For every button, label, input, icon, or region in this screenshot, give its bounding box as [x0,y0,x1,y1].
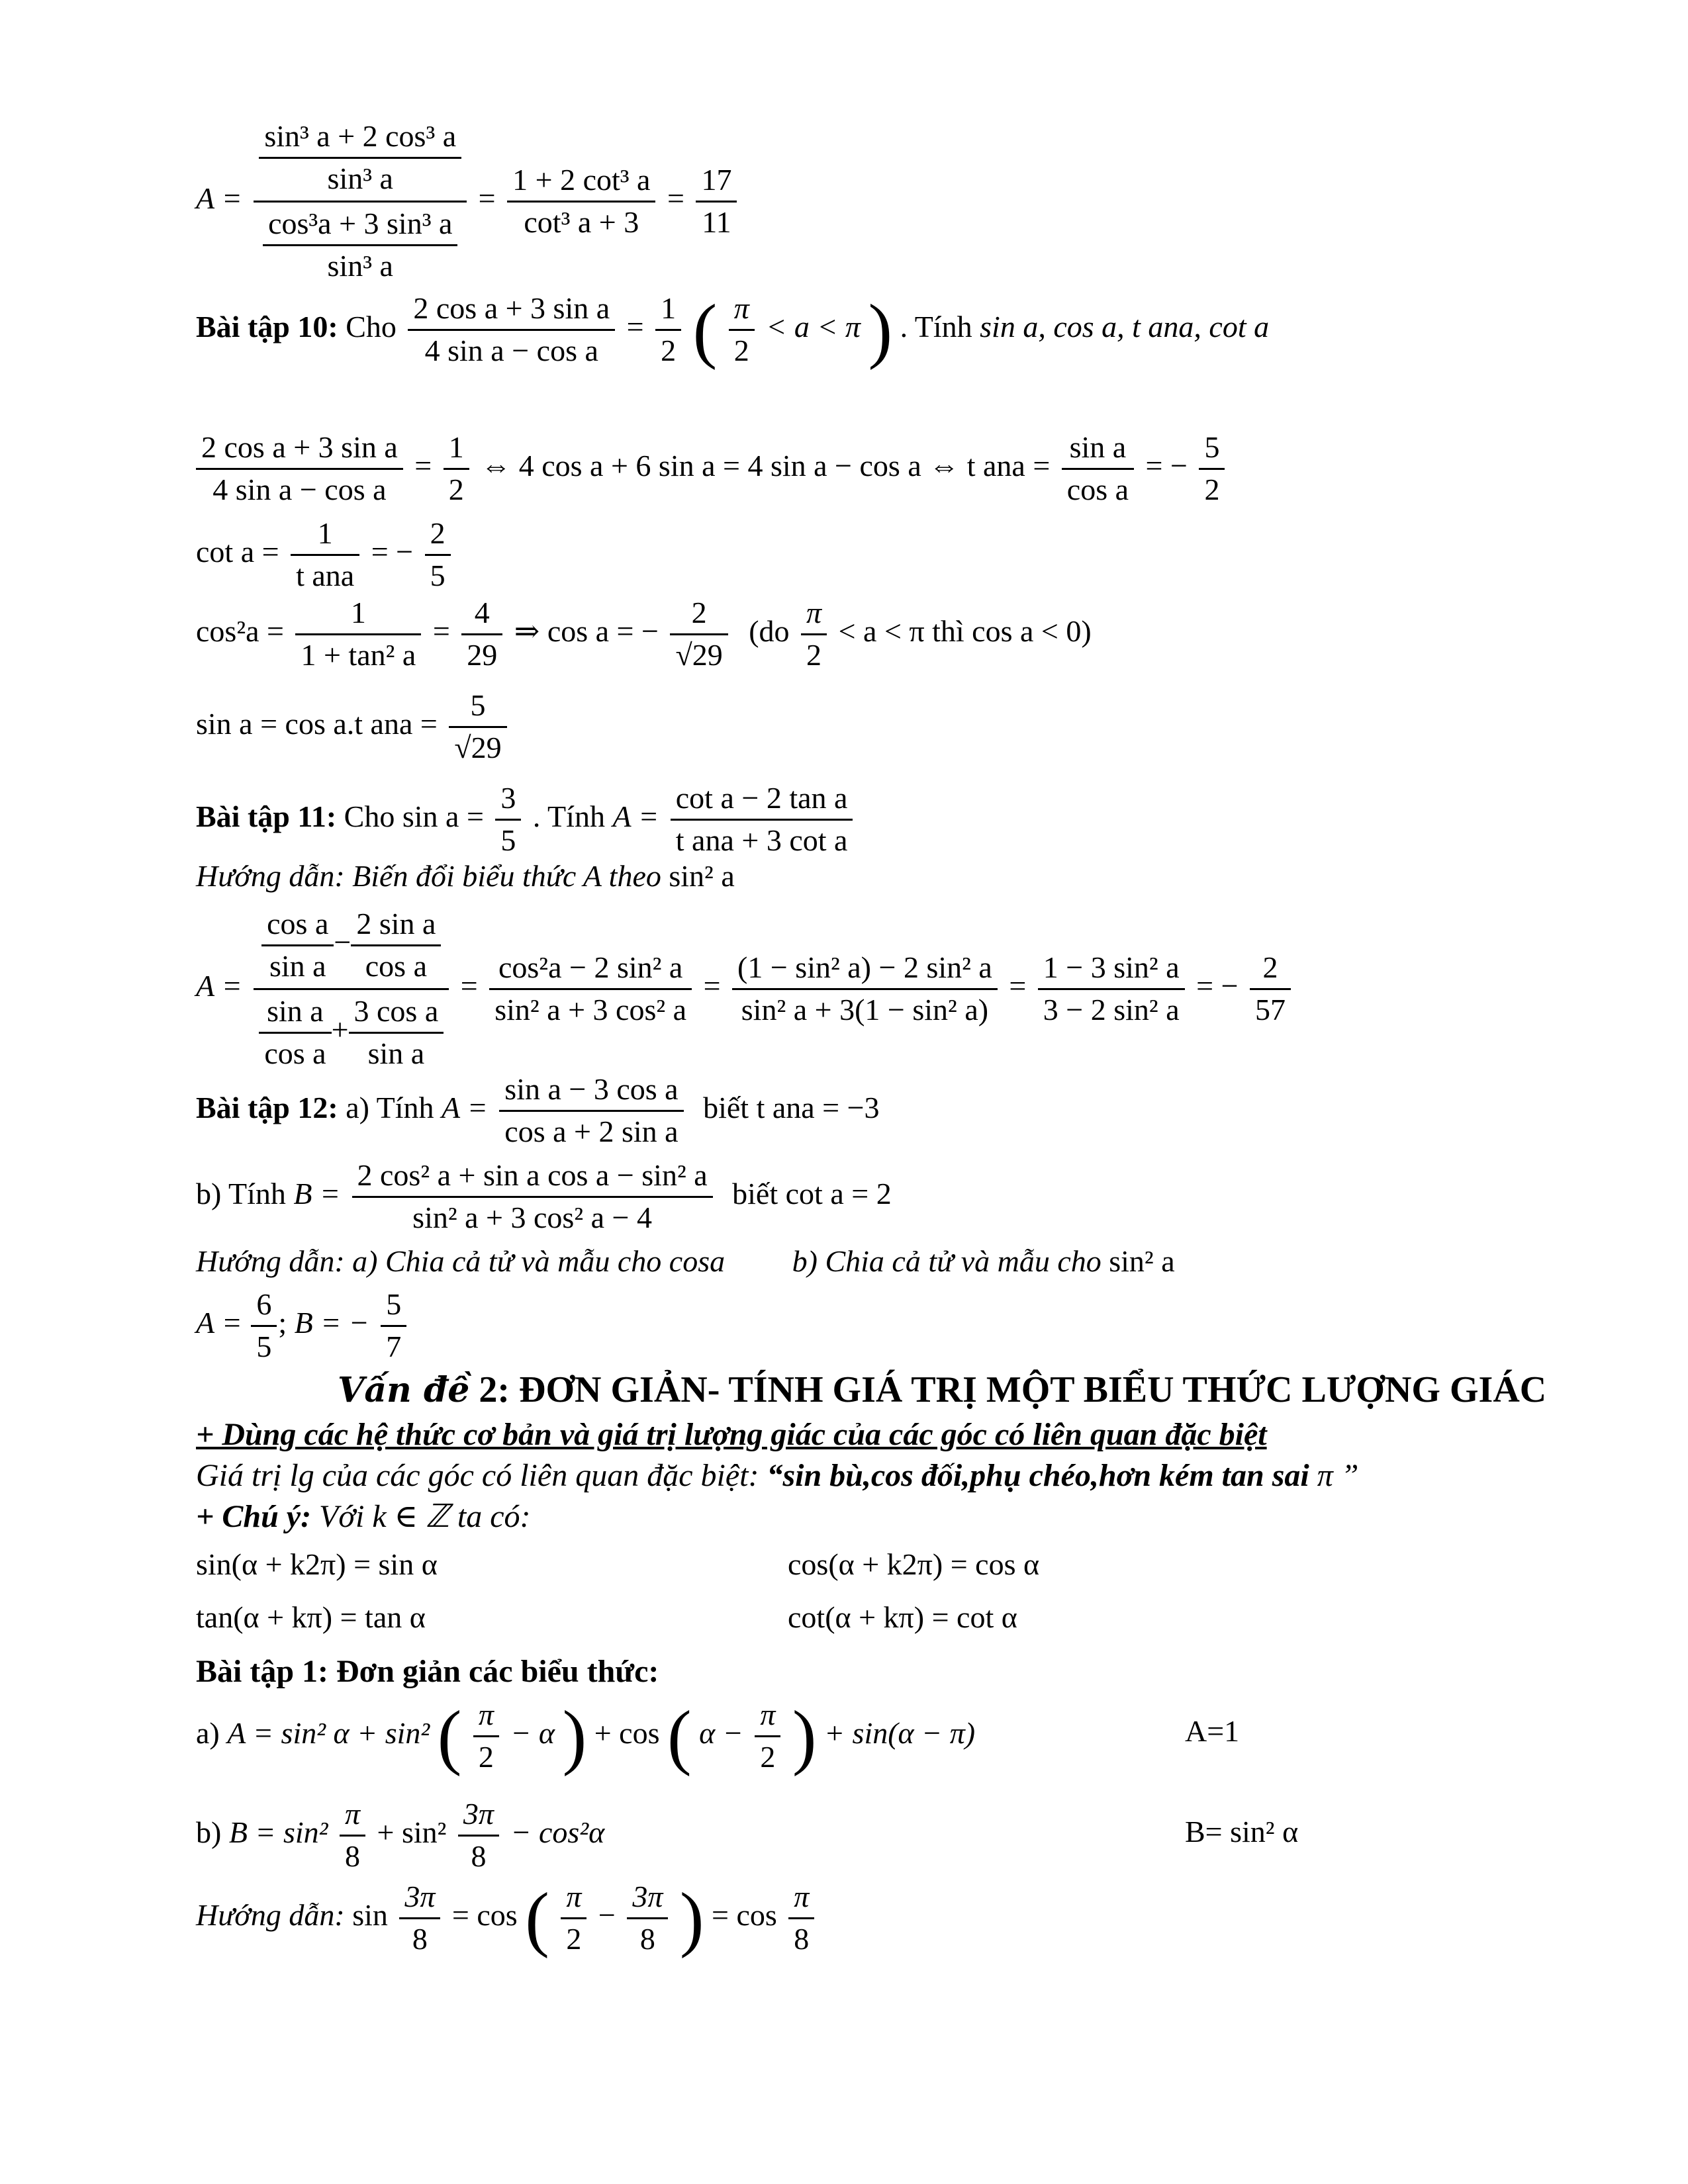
equation-text: sin a = cos a.t ana = [196,706,438,741]
equals: = [414,448,432,482]
nested-fraction [254,119,467,284]
fraction: $\frac{\pi}{2}$ [561,1880,586,1957]
exercise-11-hint [196,859,735,894]
point-bold: “sin bù,cos đối,phụ chéo,hơn kém tan sai [767,1458,1309,1493]
separator: ; [278,1305,287,1340]
nested-num-den: sin³ a [327,161,393,195]
formula-sin [196,1547,438,1582]
equation-text: cot a = 2 [785,1176,892,1210]
formula: tan(α + kπ) = tan α [196,1600,426,1634]
equation-text: cos²a = [196,614,284,648]
exercise-label: Bài tập 12: [196,1090,338,1124]
point-text: Giá trị lg của các góc có liên quan đặc biệt: [196,1458,767,1493]
fraction: $\frac{1}{\text{t ana}}$ [291,516,359,594]
fraction: $\frac{\pi}{2}$ [755,1698,780,1775]
exercise-12b [196,1158,892,1236]
equation-text: + sin² [377,1815,447,1849]
exercise-12-answer [196,1287,410,1365]
exercise-1a-answer [1185,1714,1239,1749]
fraction: $\frac{\text{2 sin a}}{\text{cos a}}$ [351,907,441,984]
hint-math: sin² a [1109,1244,1175,1278]
exercise-10 [196,291,1269,369]
condition: < a < π [766,309,861,343]
equation-text: A = [196,968,242,1003]
fraction: $\frac{\text{2 cos a + 3 sin a}}{\text{4 sin a − cos a}}$ [196,430,403,508]
left-paren: ( [525,1878,549,1959]
fraction: $\frac{\text{sin a}}{\text{cos a}}$ [259,994,331,1071]
exercise-text: . Tính [900,309,972,343]
exercise-text: Cho [346,309,397,343]
exercise-text: biết [703,1090,749,1124]
equals: = [478,181,496,215]
equation-text: A = [196,1305,242,1340]
fraction: $\frac{\text{sin a − 3 cos a}}{\text{cos a + 2 sin a}}$ [499,1072,683,1150]
exercise-label: Bài tập 10: [196,309,338,343]
heading-script: Vấn đề [338,1370,470,1410]
equation-text: sin [352,1897,388,1932]
solution-11 [196,907,1295,1071]
fraction: $\frac{5}{2}$ [1199,430,1225,508]
equation-text: < a < π thì cos a < 0) [838,614,1092,648]
equation-text: + cos [594,1715,660,1750]
nested-num-num: sin³ a + 2 cos³ a [259,119,461,159]
exercise-1-hint [196,1880,818,1957]
equation-text: B = − [294,1305,369,1340]
exercise-11 [196,781,857,858]
part-label: a) [196,1715,220,1750]
exercise-label: Bài tập 1: Đơn giản các biểu thức: [196,1654,659,1689]
equals: = [1009,968,1027,1003]
fraction: $\frac{\text{(1 − sin² a) − 2 sin² a}}{\text{sin² a + 3(1 − sin² a)}}$ [732,950,998,1028]
fraction: $\frac{\pi}{2}$ [801,596,827,673]
equation-text: B = [293,1176,341,1210]
exercise-1b [196,1797,604,1874]
fraction: $\frac{3\pi}{8}$ [458,1797,499,1874]
point-tail: π ” [1317,1458,1359,1493]
equation-text: t ana = −3 [756,1090,880,1124]
result-fraction: $\frac{17}{11}$ [696,163,737,240]
fraction: $\frac{\pi}{2}$ [473,1698,499,1775]
nested-den-den: sin³ a [327,248,393,283]
equals: = [626,309,644,343]
fraction: $\frac{\text{2 cos² a + sin a cos a − sin² a}}{\text{sin² a + 3 cos² a − 4}}$ [352,1158,713,1236]
note-text: Với [319,1499,365,1534]
hint-text: Hướng dẫn: Biến đổi biểu thức A theo [196,859,661,893]
fraction: $\frac{\text{sin a}}{\text{cos a}}$ [1062,430,1134,508]
equation-text: sin a = [402,799,484,833]
equation-text: A = sin² α + sin² [227,1715,430,1750]
hint-text: Hướng dẫn: a) Chia cả tử và mẫu cho cosa [196,1244,726,1278]
equation-text: ⇒ cos a = − [514,614,659,648]
equals: = [667,181,684,215]
fraction: $\frac{3}{5}$ [495,781,521,858]
hint-text: b) Chia cả tử và mẫu cho [792,1244,1102,1278]
left-paren: ( [667,1696,692,1777]
equation-text: cot a = [196,534,279,569]
fraction: $\frac{5}{√29}$ [449,688,506,766]
answer: A=1 [1185,1714,1240,1748]
solution-10-line-1 [196,430,1229,508]
equation-text: = cos [451,1897,518,1932]
heading-title: 2: ĐƠN GIẢN- TÍNH GIÁ TRỊ MỘT BIỂU THỨC LƯỢNG GIÁC [479,1369,1547,1410]
equation-text: (do [749,614,790,648]
fraction: $\frac{3\pi}{8}$ [627,1880,668,1957]
exercise-1a [196,1698,975,1775]
hint-text: Hướng dẫn: [196,1897,345,1932]
left-paren: ( [692,289,718,371]
answer: B= sin² α [1185,1815,1299,1848]
solution-10-line-3 [196,596,1092,673]
formula: cot(α + kπ) = cot α [788,1600,1017,1634]
equation-text: = cos [712,1897,777,1932]
section-heading [338,1369,1546,1411]
fraction: $\frac{1}{2}$ [444,430,469,508]
fraction: $\frac{\text{cos²a − 2 sin² a}}{\text{sin² a + 3 cos² a}}$ [489,950,692,1028]
note-text: ta có: [457,1499,531,1534]
compound-fraction [254,907,449,1071]
right-paren: ) [679,1878,704,1959]
solution-10-line-4 [196,688,511,766]
right-paren: ) [792,1696,817,1777]
section-note [196,1498,531,1535]
exercise-text: b) Tính [196,1176,286,1210]
formula-cot [788,1600,1017,1635]
fraction: $\frac{\pi}{8}$ [788,1880,814,1957]
exercise-text: . Tính [532,799,605,833]
equation-text: A = [612,799,659,833]
fraction: $\frac{2}{5}$ [425,516,451,594]
equation-text: α − [699,1715,743,1750]
formula-cos [788,1547,1039,1582]
pi-half: $\frac{\pi}{2}$ [729,291,755,369]
fraction: $\frac{\text{1 − 3 sin² a}}{\text{3 − 2 sin² a}}$ [1038,950,1185,1028]
equation-text: ⇔ 4 cos a + 6 sin a = 4 sin a − cos a ⇔ t ana = [481,448,1051,482]
equation-text: − cos²α [510,1815,605,1849]
exercise-1-heading [196,1653,659,1690]
equals: = − [1196,968,1239,1003]
right-paren: ) [562,1696,587,1777]
equals: = [703,968,721,1003]
operator: − [598,1897,616,1932]
a-lhs: A = [196,181,242,215]
left-paren: ( [437,1696,462,1777]
operator: + [331,1012,349,1046]
section-point-1 [196,1416,1267,1453]
right-paren: ) [868,289,893,371]
targets: sin a, cos a, t ana, cot a [980,309,1270,343]
point-text: + Dùng các hệ thức cơ bản và giá trị lượng giác của các góc có liên quan đặc biệt [196,1417,1267,1452]
exercise-label: Bài tập 11: [196,799,337,833]
formula-tan [196,1600,426,1635]
given-fraction: $\frac{\text{2 cos a + 3 sin a}}{\text{4 sin a − cos a}}$ [408,291,615,369]
equals: = [460,968,478,1003]
fraction: $\frac{\text{cot a − 2 tan a}}{\text{t ana + 3 cot a}}$ [671,781,853,858]
fraction: $\frac{3\pi}{8}$ [399,1880,440,1957]
equals: = [432,614,450,648]
operator: − [334,925,352,959]
equation-text: B = sin² [228,1815,328,1849]
note-math: k ∈ ℤ [372,1499,449,1534]
exercise-1b-answer [1185,1815,1298,1850]
fraction: $\frac{6}{5}$ [251,1287,277,1365]
fraction: $\frac{2}{√29}$ [670,596,727,673]
cot-fraction: $\frac{\text{1 + 2 cot³ a}}{\text{cot³ a + 3}}$ [507,163,655,240]
fraction: $\frac{\pi}{8}$ [340,1797,365,1874]
exercise-text: biết [732,1176,778,1210]
equals: = − [371,534,414,569]
hint-math: sin² a [669,859,735,893]
half-fraction: $\frac{1}{2}$ [655,291,681,369]
equation-text: + sin(α − π) [824,1715,976,1750]
fraction: $\frac{\text{cos a}}{\text{sin a}}$ [261,907,334,984]
equation-text: − α [510,1715,555,1750]
block-a-top [196,119,741,284]
fraction: $\frac{4}{29}$ [461,596,502,673]
fraction: $\frac{5}{7}$ [381,1287,406,1365]
formula: cos(α + k2π) = cos α [788,1547,1040,1581]
solution-10-line-2 [196,516,455,594]
exercise-12-hint [196,1244,1175,1279]
nested-den-num: cos³a + 3 sin³ a [263,206,457,246]
equals: = − [1145,448,1188,482]
exercise-text: Cho [344,799,395,833]
section-point-2 [196,1457,1358,1494]
equation-text: A = [441,1090,488,1124]
part-label: b) [196,1815,222,1849]
exercise-text: a) Tính [346,1090,434,1124]
exercise-12a [196,1072,880,1150]
note-lead: + Chú ý: [196,1499,312,1534]
fraction: $\frac{\text{3 cos a}}{\text{sin a}}$ [349,994,444,1071]
formula: sin(α + k2π) = sin α [196,1547,438,1581]
fraction: $\frac{1}{\text{1 + tan² a}}$ [295,596,421,673]
fraction: $\frac{2}{57}$ [1250,950,1291,1028]
